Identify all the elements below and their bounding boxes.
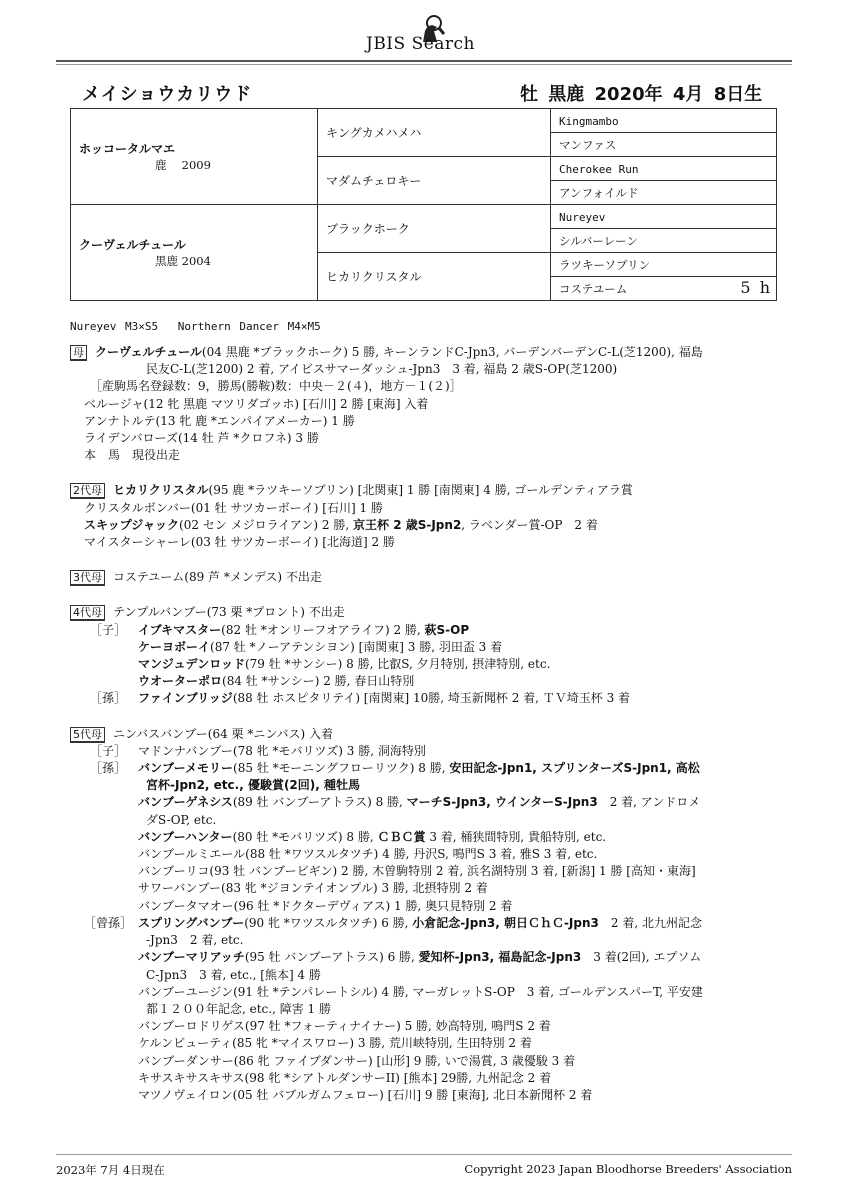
dds-cell: ラツキーソブリン [551, 253, 777, 277]
g3-record: コステユーム(89 芦 *メンデス) 不出走 [113, 570, 322, 585]
list-item: クリスタルボンバー(01 牡 サツカーボーイ) [石川] 1 勝 [84, 500, 383, 515]
g2-name-bold: ヒカリクリスタル [113, 483, 209, 498]
section-3rd-dam [70, 569, 790, 586]
list-item-bold: ウオーターポロ [138, 674, 223, 689]
list-item: ケルンビューティ(85 牝 *マイスワロー) 3 勝, 荒川峡特別, 生田特別 2 着 [138, 1036, 532, 1051]
list-item: バンブーダンサー(86 牝 ファイブダンサー) [山形] 9 勝, いで湯賞, 3 歳優駿 3 着 [138, 1053, 576, 1068]
list-item-text: 2 着, 北九州記念 [598, 915, 702, 930]
logo-text: JBIS Search [366, 34, 476, 54]
list-item: バンブータマオー(96 牡 *ドクターデヴィアス) 1 勝, 奥只見特別 2 着 [138, 898, 513, 913]
list-item: ベルージャ(12 牝 黒鹿 マツリダゴッホ) [石川] 2 勝 [東海] 入着 [84, 396, 429, 411]
list-item-text: (95 牡 バンブーアトラス) 6 勝, [244, 950, 419, 965]
list-item-text: (80 牡 *モバリツズ) 8 勝, [232, 829, 378, 844]
list-item-bold: スプリングバンブー [138, 915, 245, 930]
list-item-text: (85 牡 *モーニングフローリツク) 8 勝, [233, 761, 450, 776]
g2-record: (95 鹿 *ラツキーソブリン) [北関東] 1 勝 [南関東] 4 勝, ゴールデンティアラ賞 [208, 483, 633, 498]
list-item-bold: 小倉記念-Jpn3, 朝日ＣｈＣ-Jpn3 [412, 915, 599, 930]
gen-label: 母 [70, 345, 87, 361]
list-item-cont: C-Jpn3 3 着, etc., [熊本] 4 勝 [146, 967, 321, 982]
dss-cell [551, 205, 777, 229]
footer-copyright: Copyright 2023 Japan Bloodhorse Breeders' Association [464, 1162, 792, 1176]
list-item: バンブーユージン(91 牡 *テンパレートシル) 4 勝, マーガレットS-OP 3 着, ゴールデンスパーT, 平安建 [138, 984, 703, 999]
list-item-text: (89 牡 バンブーアトラス) 8 勝, [232, 795, 407, 810]
list-item: サワーバンブー(83 牝 *ジヨンテイオンプル) 3 勝, 北摂特別 2 着 [138, 881, 488, 896]
section-4th-dam [70, 604, 790, 707]
inbreed-mark: 5 h [740, 278, 772, 297]
sire-cell [71, 109, 318, 205]
gen-label: 4代母 [70, 605, 105, 621]
list-item-bold: マーチS-Jpn3, ウインターS-Jpn3 [406, 795, 598, 810]
list-item-text: , ラベンダー賞-OP 2 着 [461, 517, 598, 532]
list-item: 本 馬 現役出走 [84, 448, 181, 463]
ddd-name: コステユーム [559, 281, 628, 296]
ddd-cell [551, 277, 777, 301]
list-item: アンナトルテ(13 牝 鹿 *エンパイアメーカー) 1 勝 [84, 413, 355, 428]
sire-name: ホッコータルマエ [79, 142, 176, 156]
gen-label: 3代母 [70, 570, 105, 586]
gen-label: 5代母 [70, 727, 105, 743]
header-rule [56, 60, 792, 62]
list-item: キサスキサスキサス(98 牝 *シアトルダンサーII) [熊本] 29勝, 九州記念 2 着 [138, 1070, 552, 1085]
list-item-text: (90 牝 *ワツスルタツチ) 6 勝, [244, 915, 413, 930]
horse-info: 牡 黒鹿 2020年 4月 8日生 [520, 84, 763, 105]
dss-name: Nureyev [559, 210, 606, 224]
sire-detail: 鹿 2009 [155, 158, 211, 172]
list-item-bold: ファインブリッジ [138, 691, 233, 706]
family-record [70, 344, 790, 1104]
list-item-cont: 宮杯-Jpn2, etc., 優駿賞(2回), 種牡馬 [146, 778, 361, 793]
list-item-bold: スキップジャック [84, 517, 180, 532]
ssd-cell: マンファス [551, 133, 777, 157]
list-item: マドンナバンブー(78 牝 *モバリツズ) 3 勝, 洞海特別 [138, 743, 426, 758]
jbis-logo [366, 14, 496, 56]
list-item-bold: ケーヨボーイ [138, 639, 211, 654]
list-item-text: (84 牡 *サンシー) 2 勝, 春日山特別 [222, 674, 415, 689]
list-item-bold: イブキマスター [138, 622, 222, 637]
relation-tag: ［孫］ [90, 761, 127, 776]
list-item: バンブーリコ(93 牡 バンブービギン) 2 勝, 木曽駒特別 2 着, 浜名湖特別 3 着, [新潟] 1 勝 [高知・東海] [138, 864, 696, 879]
horse-name: メイショウカリウド [82, 84, 253, 105]
list-item-text: 3 着(2回), エプソム [581, 950, 702, 965]
footer-date: 2023年 7月 4日現在 [56, 1163, 165, 1177]
list-item-bold: 愛知杯-Jpn3, 福島記念-Jpn3 [418, 950, 582, 965]
list-item: マイスターシャーレ(03 牡 サツカーボーイ) [北海道] 2 勝 [84, 535, 395, 550]
sss-cell [551, 109, 777, 133]
section-2nd-dam [70, 482, 790, 551]
dam-detail: 黒鹿 2004 [155, 254, 211, 268]
header-rule-thin [56, 64, 792, 65]
list-item: ライデンバローズ(14 牡 芦 *クロフネ) 3 勝 [84, 431, 319, 446]
sd-cell: マダムチェロキー [318, 157, 551, 205]
g5-record: ニンバスバンブー(64 栗 *ニンバス) 入着 [113, 726, 334, 741]
gen-label: 2代母 [70, 483, 105, 499]
list-item-bold: バンブーメモリー [138, 761, 234, 776]
list-item-bold: バンブーゲネシス [138, 795, 233, 810]
relation-tag: ［孫］ [90, 691, 127, 706]
sss-name: Kingmambo [559, 114, 619, 128]
list-item-bold: ＣＢＣ賞 [377, 829, 426, 844]
dsd-cell: シルバーレーン [551, 229, 777, 253]
list-item-bold: マンジュデンロッド [138, 657, 245, 672]
dam-cell [71, 205, 318, 301]
relation-tag: ［子］ [90, 743, 127, 758]
dam-name-bold: クーヴェルチュール [95, 345, 202, 359]
dam-name: クーヴェルチュール [79, 238, 186, 252]
relation-tag: ［曾孫］ [84, 915, 133, 930]
ds-cell: ブラックホーク [318, 205, 551, 253]
pedigree-table [70, 108, 777, 301]
list-item-cont: ダS-OP, etc. [146, 812, 217, 827]
ss-cell: キングカメハメハ [318, 109, 551, 157]
list-item-bold: 萩S-OP [424, 622, 470, 637]
list-item-bold: 京王杯 2 歳S-Jpn2 [353, 517, 462, 532]
list-item-bold: バンブーマリアッチ [138, 950, 245, 965]
list-item: バンブールミエール(88 牡 *ワツスルタツチ) 4 勝, 丹沢S, 鳴門S 3 着, 雅S 3 着, etc. [138, 847, 598, 862]
list-item: マツノヴェイロン(05 牡 バブルガムフェロー) [石川] 9 勝 [東海], 北日本新聞杯 2 着 [138, 1087, 593, 1102]
g4-record: テンプルバンブー(73 栗 *プロント) 不出走 [113, 605, 345, 620]
sdd-cell: アンフォイルド [551, 181, 777, 205]
list-item-cont: -Jpn3 2 着, etc. [146, 933, 244, 948]
section-5th-dam [70, 726, 790, 1104]
sds-cell [551, 157, 777, 181]
list-item: バンブーロドリゲス(97 牡 *フォーティナイナー) 5 勝, 妙高特別, 鳴門S 2 着 [138, 1019, 551, 1034]
list-item-cont: 都１２００年記念, etc., 障害 1 勝 [146, 1001, 331, 1016]
inbreeding-line: Nureyev M3×S5 Northern Dancer M4×M5 [70, 320, 321, 333]
list-item-text: (88 牡 ホスピタリテイ) [南関東] 10勝, 埼玉新聞杯 2 着, ＴＶ埼玉杯 3 着 [232, 691, 631, 706]
relation-tag: ［子］ [90, 622, 127, 637]
dd-cell: ヒカリクリスタル [318, 253, 551, 301]
list-item-text: (82 牡 *オンリーフオアライフ) 2 勝, [221, 622, 425, 637]
list-item-text: (87 牡 *ノーアテンシヨン) [南関東] 3 勝, 羽田盃 3 着 [210, 639, 503, 654]
list-item-text: 2 着, アンドロメ [597, 795, 701, 810]
list-item-bold: バンブーハンター [138, 829, 233, 844]
footer-rule [56, 1154, 792, 1155]
list-item-text: 3 着, 桶狭間特別, 貴船特別, etc. [425, 829, 607, 844]
dam-record-2: 民友C-L(芝1200) 2 着, アイビスサマーダッシュ-Jpn3 3 着, 福島 2 歳S-OP(芝1200) [146, 362, 618, 377]
sds-name: Cherokee Run [559, 162, 639, 176]
list-item-text: (79 牡 *サンシー) 8 勝, 比叡S, 夕月特別, 摂津特別, etc. [244, 657, 551, 672]
dam-offspring-stats: ［産駒馬名登録数：9，勝馬(勝鞍)数：中央－２(４)，地方－１(２)］ [90, 379, 462, 394]
section-dam [70, 344, 790, 464]
dam-record: (04 黒鹿 *ブラックホーク) 5 勝, キーンランドC-Jpn3, バーデンバーデンC-L(芝1200), 福島 [201, 345, 703, 359]
list-item-bold: 安田記念-Jpn1, スプリンターズS-Jpn1, 高松 [449, 761, 700, 776]
list-item-text: (02 セン メジロライアン) 2 勝, [179, 517, 354, 532]
